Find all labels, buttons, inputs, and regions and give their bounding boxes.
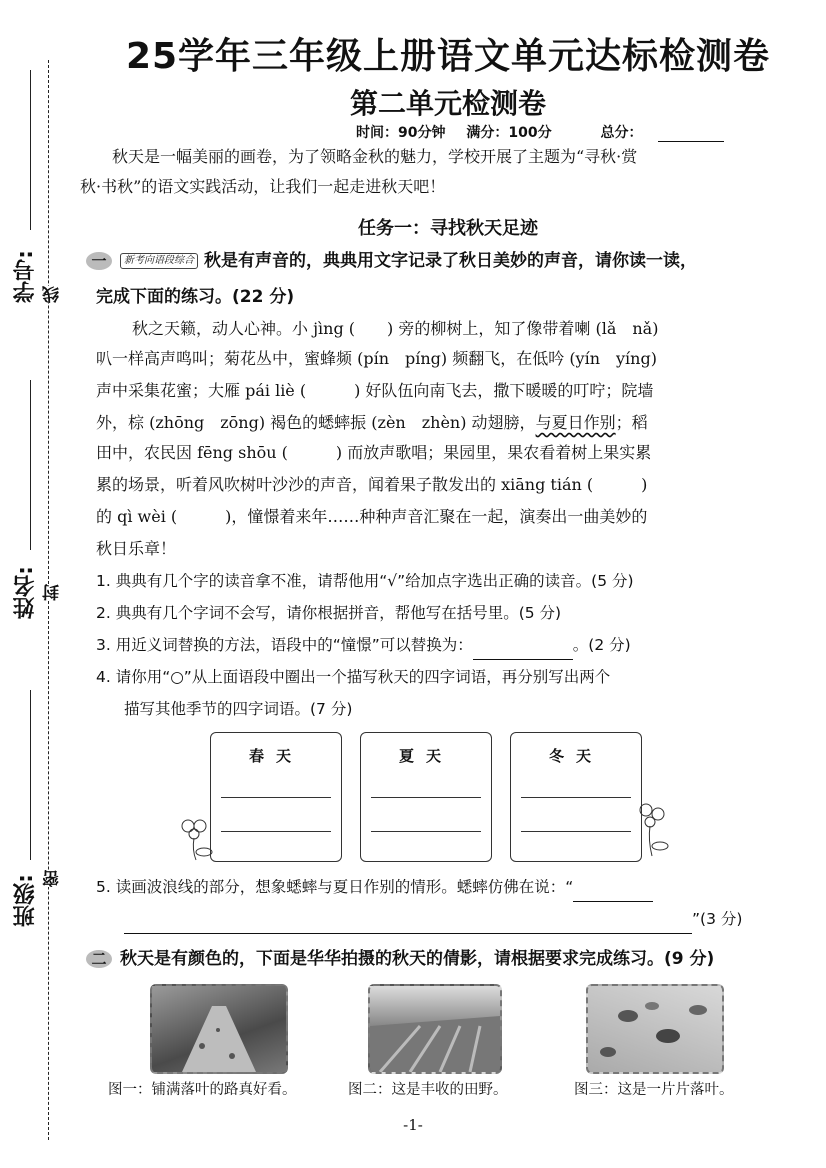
section-one-tag: 新考向语段综合 — [120, 253, 198, 269]
name-blank — [30, 380, 31, 550]
synonym-answer-blank[interactable] — [473, 641, 573, 660]
section-two-number: 二 — [86, 950, 112, 968]
summer-box-title: 夏天 — [398, 747, 453, 765]
section-one-heading-line-1: 秋是有声音的，典典用文字记录了秋日美妙的声音，请你读一读， — [204, 251, 697, 271]
section-two-heading-text: 秋天是有颜色的，下面是华华拍摄的秋天的倩影，请根据要求完成练习。(9 分) — [120, 949, 715, 969]
spring-answer-line-2[interactable] — [221, 831, 331, 832]
student-no-blank — [30, 70, 31, 230]
exam-title: 25学年三年级上册语文单元达标检测卷 — [125, 36, 771, 77]
question-5-score: ”(3 分) — [692, 910, 743, 928]
intro-line-2: 秋·书秋”的语文实践活动，让我们一起走进秋天吧！ — [80, 177, 446, 196]
passage-line-4-start: 外，棕 (zhōng zōng) 褐色的蟋蟀振 (zèn zhèn) 动翅膀， — [96, 413, 536, 432]
winter-box — [510, 732, 642, 862]
question-3 — [96, 630, 631, 660]
page-number: -1- — [403, 1116, 423, 1134]
passage-line-1: 秋之天籁，动人心神。小 jìng ( ) 旁的柳树上，知了像带着喇 (lǎ nǎ) — [132, 319, 659, 338]
passage-line-4-end: ；稻 — [615, 413, 648, 432]
student-no-label: 学号: — [13, 250, 38, 303]
passage-line-5: 田中，农民因 fēng shōu ( ) 而放声歌唱；果园里，果农看着树上果实累 — [96, 443, 652, 462]
winter-answer-line-2[interactable] — [521, 831, 631, 832]
photo-harvest-field — [368, 984, 502, 1074]
binding-mark-seal: 封 — [40, 584, 65, 601]
spring-answer-line-1[interactable] — [221, 797, 331, 798]
section-two-heading — [86, 944, 714, 969]
cricket-speech-blank-1[interactable] — [573, 883, 653, 902]
passage-line-3: 声中采集花蜜；大雁 pái liè ( ) 好队伍向南飞去，撒下暖暖的叮咛；院墙 — [96, 381, 654, 400]
question-1: 1. 典典有几个字的读音拿不准，请帮他用“√”给加点字选出正确的读音。(5 分) — [96, 572, 634, 590]
class-label: 班级: — [13, 874, 38, 927]
summer-answer-line-1[interactable] — [371, 797, 481, 798]
photo-caption-1: 图一：铺满落叶的路真好看。 — [108, 1082, 297, 1098]
photo-leaf-road — [150, 984, 288, 1074]
flower-decoration-icon — [630, 798, 674, 858]
task-one-title: 任务一：寻找秋天足迹 — [358, 218, 538, 239]
question-3-score: 。(2 分) — [572, 636, 631, 654]
winter-box-title: 冬天 — [548, 747, 603, 765]
spring-box-title: 春天 — [248, 747, 303, 765]
cricket-speech-blank-2[interactable] — [124, 915, 692, 934]
name-label: 姓名: — [13, 566, 38, 619]
question-4-line-2: 描写其他季节的四字词语。(7 分) — [124, 700, 353, 718]
section-one-heading — [86, 246, 697, 271]
section-one-number: 一 — [86, 252, 112, 270]
flower-decoration-icon — [170, 812, 222, 862]
class-blank — [30, 690, 31, 860]
exam-subtitle: 第二单元检测卷 — [349, 87, 546, 120]
passage-line-8: 秋日乐章！ — [96, 539, 177, 558]
binding-mark-line: 线 — [40, 286, 65, 303]
wavy-underlined-phrase: 与夏日作别 — [535, 413, 616, 432]
section-one-heading-line-2: 完成下面的练习。(22 分) — [96, 287, 295, 307]
passage-line-2: 叭一样高声鸣叫；菊花丛中，蜜蜂频 (pín píng) 频翻飞，在低吟 (yín yíng) — [96, 349, 657, 368]
question-2: 2. 典典有几个字词不会写，请你根据拼音，帮他写在括号里。(5 分) — [96, 604, 562, 622]
question-5-line-2 — [124, 904, 742, 934]
exam-time: 时间：90分钟 — [356, 125, 446, 141]
winter-answer-line-1[interactable] — [521, 797, 631, 798]
spring-box — [210, 732, 342, 862]
question-3-text: 3. 用近义词替换的方法，语段中的“憧憬”可以替换为： — [96, 636, 473, 654]
passage-line-6: 累的场景，听着风吹树叶沙沙的声音，闻着果子散发出的 xiāng tián ( ) — [96, 475, 648, 494]
photo-caption-3: 图三：这是一片片落叶。 — [574, 1082, 734, 1098]
passage-line-4 — [96, 408, 648, 438]
exam-full-score: 满分：100分 — [466, 125, 552, 141]
exam-total-label: 总分： — [600, 125, 643, 141]
passage-line-7: 的 qì wèi ( )，憧憬着来年……种种声音汇聚在一起，演奏出一曲美妙的 — [96, 507, 648, 526]
binding-mark-secret: 密 — [40, 870, 65, 887]
photo-falling-leaves — [586, 984, 724, 1074]
summer-box — [360, 732, 492, 862]
question-5-text: 5. 读画波浪线的部分，想象蟋蟀与夏日作别的情形。蟋蟀仿佛在说：“ — [96, 878, 574, 896]
summer-answer-line-2[interactable] — [371, 831, 481, 832]
question-5-line-1 — [96, 872, 653, 902]
exam-meta — [356, 122, 740, 142]
photo-caption-2: 图二：这是丰收的田野。 — [348, 1082, 508, 1098]
intro-line-1: 秋天是一幅美丽的画卷，为了领略金秋的魅力，学校开展了主题为“寻秋·赏 — [112, 147, 638, 166]
question-4-line-1: 4. 请你用“○”从上面语段中圈出一个描写秋天的四字词语，再分别写出两个 — [96, 668, 611, 686]
total-score-blank[interactable] — [658, 127, 724, 142]
